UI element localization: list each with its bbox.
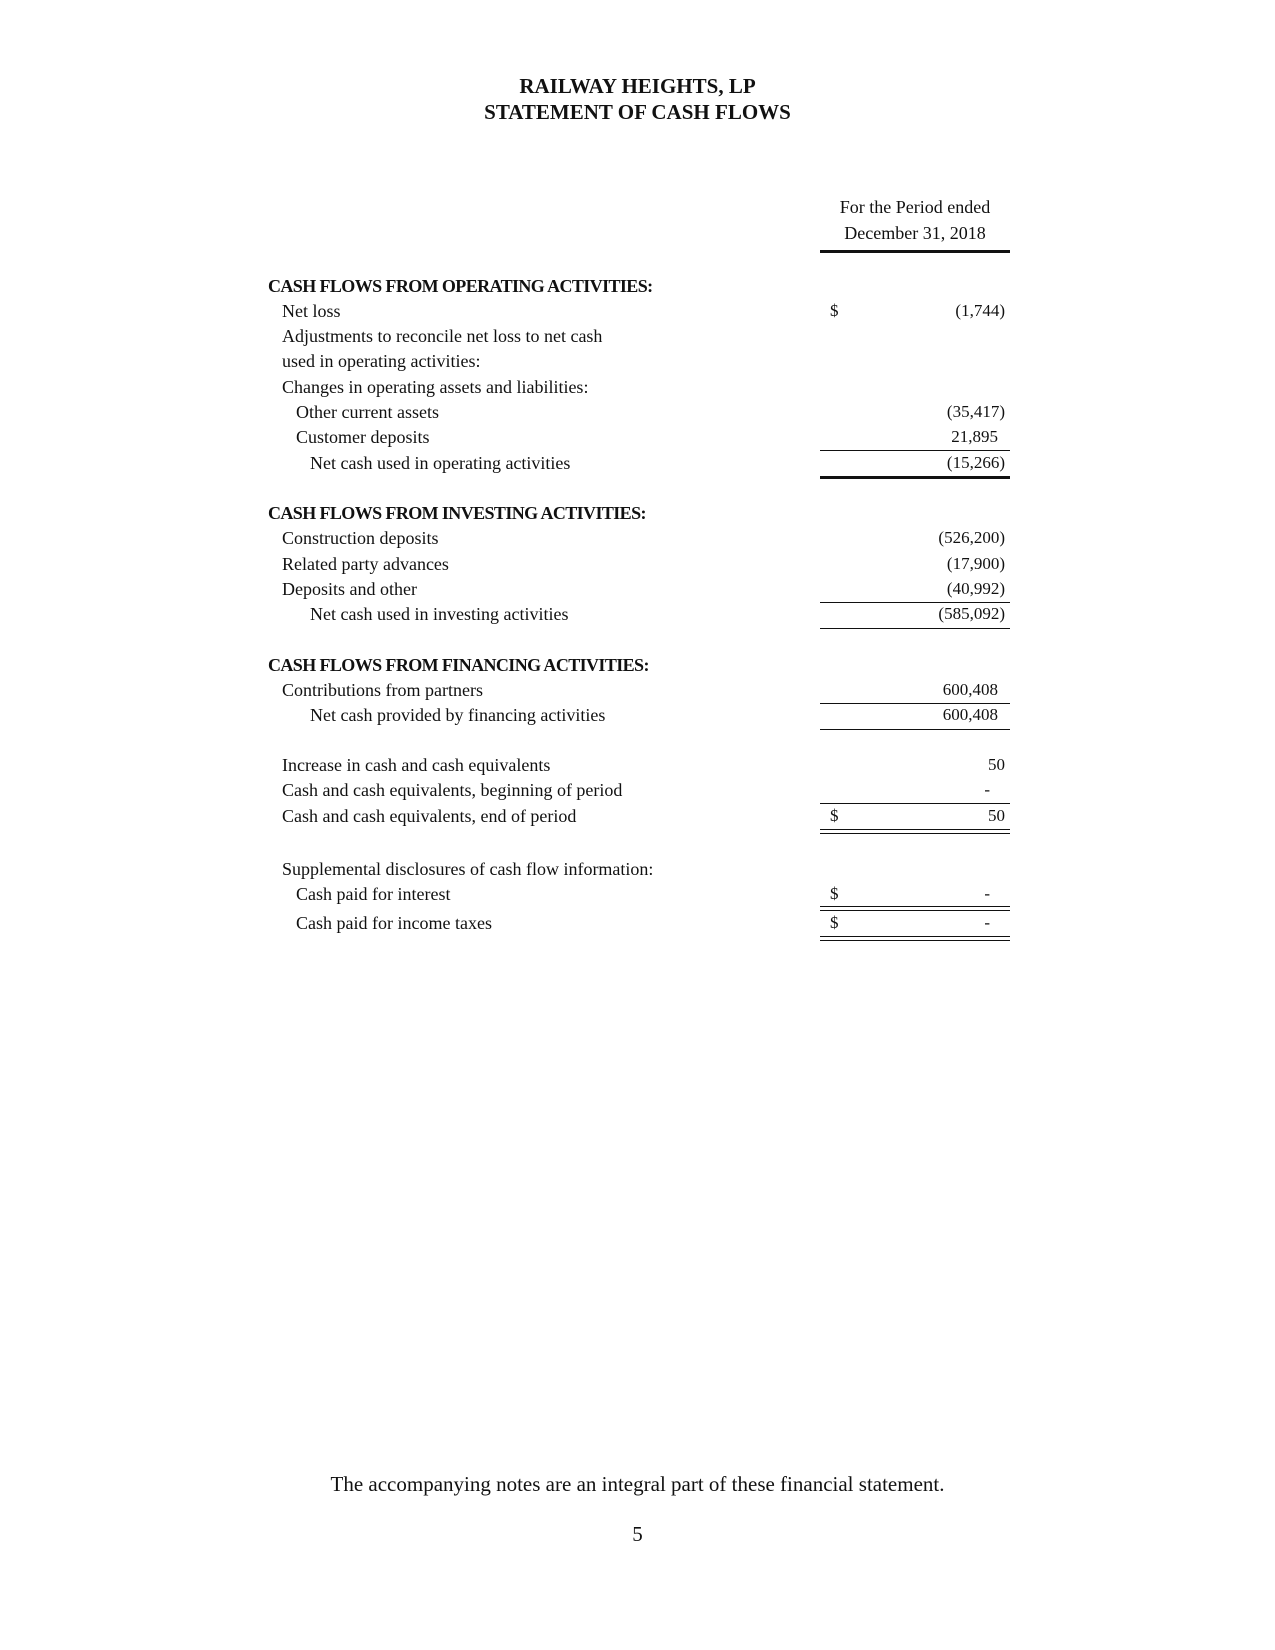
income-taxes-currency: $ [830,913,839,932]
interest-label: Cash paid for interest [296,884,451,904]
supplemental-heading: Supplemental disclosures of cash flow information: [282,859,654,879]
other-current-assets-value: (35,417) [946,402,1005,421]
ending-cash-currency: $ [830,806,839,825]
net-loss-label: Net loss [282,301,341,321]
financing-subtotal-rule [820,703,1010,704]
investing-total-rule [820,628,1010,629]
investing-subtotal-rule [820,602,1010,603]
contributions-label: Contributions from partners [282,680,483,700]
operating-heading: CASH FLOWS FROM OPERATING ACTIVITIES: [268,276,653,296]
interest-value: - [984,884,990,903]
column-header-line2: December 31, 2018 [844,223,986,243]
deposits-other-label: Deposits and other [282,579,417,599]
net-cash-financing-value: 600,408 [942,705,998,724]
net-cash-investing-value: (585,092) [938,604,1005,623]
construction-deposits-value: (526,200) [938,528,1005,547]
income-taxes-label: Cash paid for income taxes [296,913,492,933]
other-current-assets-label: Other current assets [296,402,439,422]
ending-cash-label: Cash and cash equivalents, end of period [282,806,577,826]
adjustments-label-line1: Adjustments to reconcile net loss to net cash [282,326,603,346]
net-cash-investing-label: Net cash used in investing activities [310,604,569,624]
operating-subtotal-rule [820,450,1010,451]
investing-heading: CASH FLOWS FROM INVESTING ACTIVITIES: [268,503,646,523]
customer-deposits-value: 21,895 [951,427,998,446]
related-party-advances-value: (17,900) [946,554,1005,573]
column-header-line1: For the Period ended [839,197,991,217]
beginning-cash-value: - [984,780,990,799]
deposits-other-value: (40,992) [946,579,1005,598]
net-cash-operating-value: (15,266) [946,453,1005,472]
beginning-cash-label: Cash and cash equivalents, beginning of period [282,780,623,800]
interest-currency: $ [830,884,839,903]
column-header-rule [820,250,1010,253]
financing-heading: CASH FLOWS FROM FINANCING ACTIVITIES: [268,655,649,675]
net-loss-value: (1,744) [955,301,1005,320]
company-name: RAILWAY HEIGHTS, LP [519,74,756,98]
statement-title: STATEMENT OF CASH FLOWS [484,100,791,124]
increase-value: 50 [988,755,1005,774]
net-loss-currency: $ [830,301,839,320]
changes-label: Changes in operating assets and liabilities: [282,377,589,397]
operating-total-rule [820,476,1010,479]
footer-note: The accompanying notes are an integral part of these financial statement. [330,1472,945,1496]
net-cash-financing-label: Net cash provided by financing activities [310,705,606,725]
income-taxes-double-rule [820,936,1010,941]
summary-subtotal-rule [820,803,1010,804]
income-taxes-value: - [984,913,990,932]
increase-label: Increase in cash and cash equivalents [282,755,551,775]
related-party-advances-label: Related party advances [282,554,449,574]
ending-cash-value: 50 [988,806,1005,825]
net-cash-operating-label: Net cash used in operating activities [310,453,571,473]
adjustments-label-line2: used in operating activities: [282,351,481,371]
ending-cash-double-rule [820,829,1010,834]
contributions-value: 600,408 [942,680,998,699]
page-number: 5 [632,1522,643,1546]
financing-total-rule [820,729,1010,730]
interest-double-rule [820,906,1010,911]
customer-deposits-label: Customer deposits [296,427,430,447]
construction-deposits-label: Construction deposits [282,528,439,548]
